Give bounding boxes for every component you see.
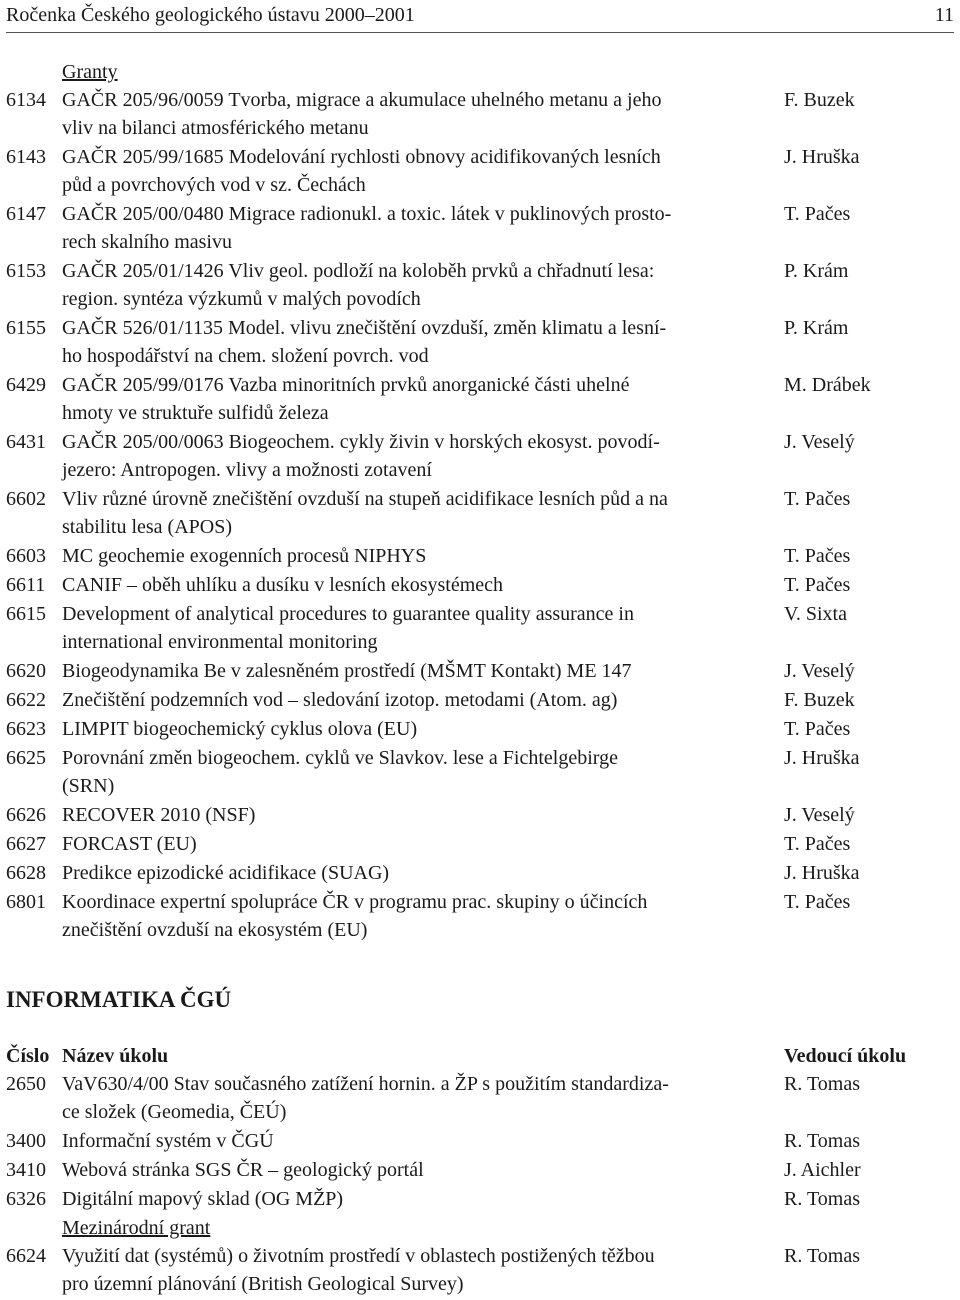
task-name-line: VaV630/4/00 Stav současného zatížení hornin. a ŽP s použitím standardiza-: [62, 1073, 669, 1095]
grants-label-row: [0, 58, 960, 86]
task-number: 6429: [6, 374, 46, 396]
task-name-line: GAČR 205/01/1426 Vliv geol. podloží na koloběh prvků a chřadnutí lesa:: [62, 260, 655, 282]
task-number: 6628: [6, 862, 46, 884]
column-header-name: Název úkolu: [62, 1045, 169, 1067]
task-number: 3410: [6, 1159, 46, 1181]
task-name-line: jezero: Antropogen. vlivy a možnosti zotavení: [62, 459, 432, 481]
task-number: 6155: [6, 317, 46, 339]
table-row: [0, 600, 960, 628]
task-number: 6611: [6, 574, 46, 596]
intl-grant-label-row: [0, 1214, 960, 1242]
table-row: [0, 1156, 960, 1184]
task-name-line: FORCAST (EU): [62, 833, 197, 855]
task-head: T. Pačes: [784, 718, 851, 740]
task-number: 6624: [6, 1245, 46, 1267]
task-number: 6602: [6, 488, 46, 510]
task-head: P. Krám: [784, 260, 849, 282]
column-header-number: Číslo: [6, 1045, 50, 1067]
task-head: J. Aichler: [784, 1159, 861, 1181]
task-head: R. Tomas: [784, 1073, 861, 1095]
informatika-section: [0, 1042, 960, 1299]
table-row: [0, 342, 960, 370]
task-name-line: Webová stránka SGS ČR – geologický portál: [62, 1159, 424, 1181]
task-name-line: Porovnání změn biogeochem. cyklů ve Slavkov. lese a Fichtelgebirge: [62, 747, 618, 769]
task-head: J. Veselý: [784, 804, 855, 826]
table-row: [0, 859, 960, 887]
task-head: V. Sixta: [784, 603, 847, 625]
task-head: T. Pačes: [784, 488, 851, 510]
table-row: [0, 314, 960, 342]
table-row: [0, 542, 960, 570]
task-name-line: GAČR 526/01/1135 Model. vlivu znečištění ovzduší, změn klimatu a lesní-: [62, 317, 667, 339]
task-number: 6603: [6, 545, 46, 567]
task-number: 6622: [6, 689, 46, 711]
task-head: M. Drábek: [784, 374, 871, 396]
task-head: J. Veselý: [784, 431, 855, 453]
task-name-line: GAČR 205/96/0059 Tvorba, migrace a akumulace uhelného metanu a jeho: [62, 89, 662, 111]
table-row: [0, 916, 960, 944]
table-row: [0, 513, 960, 541]
column-header-row: [0, 1042, 960, 1070]
task-name-line: LIMPIT biogeochemický cyklus olova (EU): [62, 718, 418, 740]
task-number: 6625: [6, 747, 46, 769]
task-name-line: GAČR 205/99/1685 Modelování rychlosti obnovy acidifikovaných lesních: [62, 146, 661, 168]
task-name-line: international environmental monitoring: [62, 631, 378, 653]
task-head: T. Pačes: [784, 545, 851, 567]
task-number: 6623: [6, 718, 46, 740]
table-row: [0, 1127, 960, 1155]
table-row: [0, 772, 960, 800]
task-name-line: znečištění ovzduší na ekosystém (EU): [62, 919, 368, 941]
task-name-line: Development of analytical procedures to guarantee quality assurance in: [62, 603, 634, 625]
task-head: J. Hruška: [784, 146, 860, 168]
task-name-line: Biogeodynamika Be v zalesněném prostředí (MŠMT Kontakt) ME 147: [62, 660, 632, 682]
task-head: T. Pačes: [784, 891, 851, 913]
task-head: J. Hruška: [784, 747, 860, 769]
task-name-line: Vliv různé úrovně znečištění ovzduší na stupeň acidifikace lesních půd a na: [62, 488, 668, 510]
task-number: 6153: [6, 260, 46, 282]
table-row: [0, 686, 960, 714]
task-head: F. Buzek: [784, 689, 855, 711]
task-head: R. Tomas: [784, 1188, 861, 1210]
task-head: J. Veselý: [784, 660, 855, 682]
task-head: T. Pačes: [784, 833, 851, 855]
table-row: [0, 801, 960, 829]
task-name-line: GAČR 205/00/0480 Migrace radionukl. a toxic. látek v puklinových prosto-: [62, 203, 672, 225]
table-row: [0, 399, 960, 427]
table-row: [0, 830, 960, 858]
table-row: [0, 485, 960, 513]
task-number: 6801: [6, 891, 46, 913]
table-row: [0, 628, 960, 656]
table-row: [0, 744, 960, 772]
task-head: F. Buzek: [784, 89, 855, 111]
table-row: [0, 143, 960, 171]
task-name-line: GAČR 205/99/0176 Vazba minoritních prvků anorganické části uhelné: [62, 374, 630, 396]
task-name-line: (SRN): [62, 775, 115, 797]
section-title-informatika: INFORMATIKA ČGÚ: [6, 987, 232, 1012]
task-name-line: Znečištění podzemních vod – sledování izotop. metodami (Atom. ag): [62, 689, 618, 711]
table-row: [0, 1270, 960, 1298]
task-head: T. Pačes: [784, 203, 851, 225]
task-name-line: hmoty ve struktuře sulfidů železa: [62, 402, 329, 424]
intl-grant-label: Mezinárodní grant: [62, 1217, 211, 1239]
task-name-line: půd a povrchových vod v sz. Čechách: [62, 174, 366, 196]
table-row: [0, 257, 960, 285]
header-title: Ročenka Českého geologického ústavu 2000–2001: [6, 4, 415, 26]
table-row: [0, 888, 960, 916]
task-number: 2650: [6, 1073, 46, 1095]
table-row: [0, 428, 960, 456]
task-head: R. Tomas: [784, 1245, 861, 1267]
task-name-line: ce složek (Geomedia, ČEÚ): [62, 1101, 287, 1123]
running-header: [6, 0, 954, 33]
table-row: [0, 1098, 960, 1126]
task-head: J. Hruška: [784, 862, 860, 884]
task-number: 6143: [6, 146, 46, 168]
page-number: 11: [934, 4, 954, 26]
table-row: [0, 200, 960, 228]
task-name-line: Koordinace expertní spolupráce ČR v programu prac. skupiny o účincích: [62, 891, 648, 913]
task-name-line: pro územní plánování (British Geological Survey): [62, 1273, 464, 1295]
task-number: 3400: [6, 1130, 46, 1152]
task-name-line: MC geochemie exogenních procesů NIPHYS: [62, 545, 427, 567]
task-number: 6615: [6, 603, 46, 625]
task-head: T. Pačes: [784, 574, 851, 596]
task-name-line: Digitální mapový sklad (OG MŽP): [62, 1188, 344, 1210]
table-row: [0, 715, 960, 743]
task-name-line: RECOVER 2010 (NSF): [62, 804, 256, 826]
table-row: [0, 657, 960, 685]
table-row: [0, 171, 960, 199]
task-head: P. Krám: [784, 317, 849, 339]
table-row: [0, 1242, 960, 1270]
table-row: [0, 86, 960, 114]
table-row: [0, 285, 960, 313]
task-number: 6134: [6, 89, 46, 111]
table-row: [0, 1070, 960, 1098]
task-name-line: GAČR 205/00/0063 Biogeochem. cykly živin v horských ekosyst. povodí-: [62, 431, 660, 453]
table-row: [0, 228, 960, 256]
task-name-line: Informační systém v ČGÚ: [62, 1130, 274, 1152]
task-name-line: CANIF – oběh uhlíku a dusíku v lesních ekosystémech: [62, 574, 504, 596]
table-row: [0, 114, 960, 142]
table-row: [0, 456, 960, 484]
task-name-line: stabilitu lesa (APOS): [62, 516, 232, 538]
table-row: [0, 571, 960, 599]
task-number: 6626: [6, 804, 46, 826]
task-number: 6147: [6, 203, 46, 225]
task-head: R. Tomas: [784, 1130, 861, 1152]
task-number: 6620: [6, 660, 46, 682]
grants-section: [0, 58, 960, 945]
table-row: [0, 1185, 960, 1213]
task-name-line: region. syntéza výzkumů v malých povodích: [62, 288, 421, 310]
task-name-line: Využití dat (systémů) o životním prostředí v oblastech postižených těžbou: [62, 1245, 655, 1267]
column-header-head: Vedoucí úkolu: [784, 1045, 907, 1067]
task-name-line: Predikce epizodické acidifikace (SUAG): [62, 862, 390, 884]
task-name-line: rech skalního masivu: [62, 231, 232, 253]
task-number: 6326: [6, 1188, 46, 1210]
task-name-line: ho hospodářství na chem. složení povrch. vod: [62, 345, 429, 367]
task-name-line: vliv na bilanci atmosférického metanu: [62, 117, 369, 139]
task-number: 6431: [6, 431, 46, 453]
table-row: [0, 371, 960, 399]
task-number: 6627: [6, 833, 46, 855]
grants-label: Granty: [62, 61, 118, 83]
